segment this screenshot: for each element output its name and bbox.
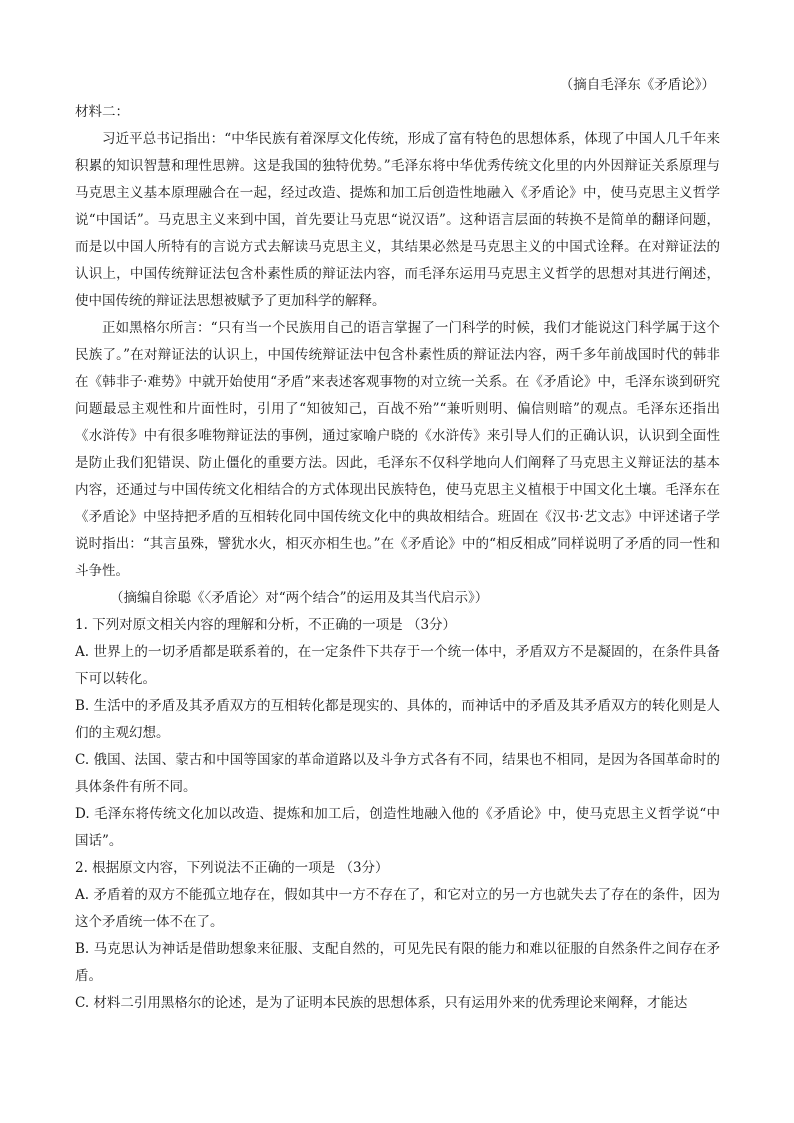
question-2-option-c: C. 材料二引用黑格尔的论述，是为了证明本民族的思想体系，只有运用外来的优秀理论来阐释，才能达 xyxy=(75,995,688,1011)
question-1-option-d: D. 毛泽东将传统文化加以改造、提炼和加工后，创造性地融入他的《矛盾论》中，使马克思主义哲学说“中国话”。 xyxy=(75,806,720,849)
question-2-stem: 2. 根据原文内容，下列说法不正确的一项是 （3分） xyxy=(75,860,389,876)
question-2 xyxy=(75,855,720,1017)
question-1-option-b: B. 生活中的矛盾及其矛盾双方的互相转化都是现实的、具体的，而神话中的矛盾及其矛盾双方的转化则是人们的主观幻想。 xyxy=(75,698,720,741)
question-1-stem: 1. 下列对原文相关内容的理解和分析，不正确的一项是 （3分） xyxy=(75,617,457,633)
material-2-paragraph-1: 习近平总书记指出：“中华民族有着深厚文化传统，形成了富有特色的思想体系，体现了中国人几千年来积累的知识智慧和理性思辨。这是我国的独特优势。”毛泽东将中华优秀传统文化里的内外因辩证关系原理与马克思主义基本原理融合在一起，经过改造、提炼和加工后创造性地融入《矛盾论》中，使马克思主义哲学说“中国话”。马克思主义来到中国，首先要让马克思“说汉语”。这种语言层面的转换不是简单的翻译问题，而是以中国人所特有的言说方式去解读马克思主义，其结果必然是马克思主义的中国式诠释。在对辩证法的认识上，中国传统辩证法包含朴素性质的辩证法内容，而毛泽东运用马克思主义哲学的思想对其进行阐述，使中国传统的辩证法思想被赋予了更加科学的解释。 xyxy=(75,131,720,309)
question-2-option-b: B. 马克思认为神话是借助想象来征服、支配自然的，可见先民有限的能力和难以征服的自然条件之间存在矛盾。 xyxy=(75,941,720,984)
question-1-option-a: A. 世界上的一切矛盾都是联系着的，在一定条件下共存于一个统一体中，矛盾双方不是凝固的，在条件具备下可以转化。 xyxy=(75,644,720,687)
question-1 xyxy=(75,612,720,855)
document-body xyxy=(75,72,720,1017)
question-2-option-a: A. 矛盾着的双方不能孤立地存在，假如其中一方不存在了，和它对立的另一方也就失去了存在的条件，因为这个矛盾统一体不在了。 xyxy=(75,887,720,930)
question-1-option-c: C. 俄国、法国、蒙古和中国等国家的革命道路以及斗争方式各有不同，结果也不相同，是因为各国革命时的具体条件有所不同。 xyxy=(75,752,720,795)
material-2-label: 材料二： xyxy=(75,104,129,120)
source-note-2: （摘编自徐聪《〈矛盾论〉对“两个结合”的运用及其当代启示》） xyxy=(110,590,489,606)
material-2-paragraph-2: 正如黑格尔所言：“只有当一个民族用自己的语言掌握了一门科学的时候，我们才能说这门科学属于这个民族了。”在对辩证法的认识上，中国传统辩证法中包含朴素性质的辩证法内容，两千多年前战国时代的韩非在《韩非子·难势》中就开始使用“矛盾”来表述客观事物的对立统一关系。在《矛盾论》中，毛泽东谈到研究问题最忌主观性和片面性时，引用了“知彼知己，百战不殆”“兼听则明、偏信则暗”的观点。毛泽东还指出《水浒传》中有很多唯物辩证法的事例，通过家喻户晓的《水浒传》来引导人们的正确认识，认识到全面性是防止我们犯错误、防止僵化的重要方法。因此，毛泽东不仅科学地向人们阐释了马克思主义辩证法的基本内容，还通过与中国传统文化相结合的方式体现出民族特色，使马克思主义植根于中国文化土壤。毛泽东在《矛盾论》中坚持把矛盾的互相转化同中国传统文化中的典故相结合。班固在《汉书·艺文志》中评述诸子学说时指出：“其言虽殊，譬犹水火，相灭亦相生也。”在《矛盾论》中的“相反相成”同样说明了矛盾的同一性和斗争性。 xyxy=(75,320,720,579)
source-note-1: （摘自毛泽东《矛盾论》） xyxy=(559,77,715,93)
